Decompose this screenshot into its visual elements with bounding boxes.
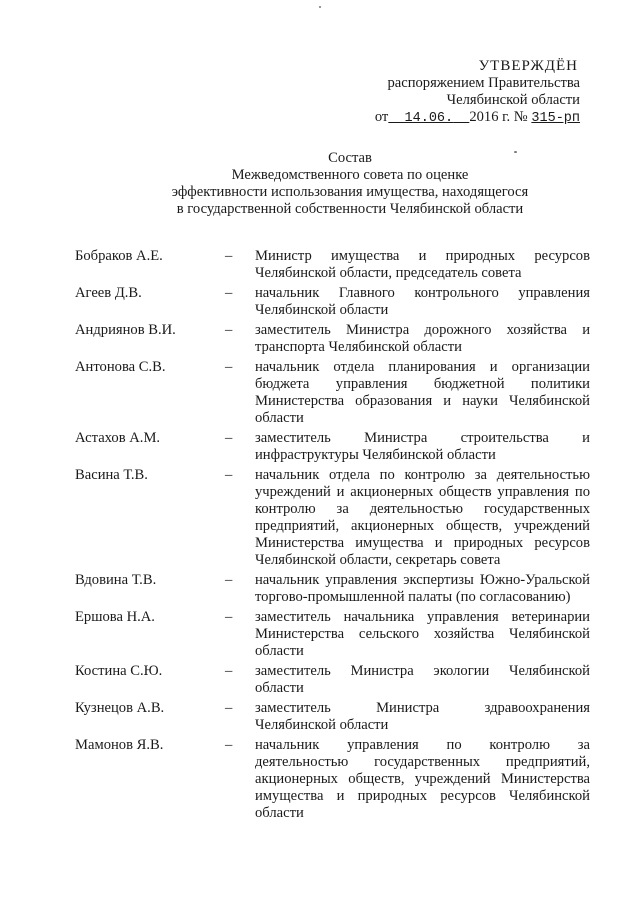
member-dash: – (225, 430, 233, 446)
member-dash: – (225, 322, 233, 338)
member-role: заместитель Министра дорожного хозяйства и транспорта Челябинской области (255, 322, 590, 355)
member-row (75, 700, 590, 734)
member-name: Ершова Н.А. (75, 609, 155, 625)
member-role: начальник Главного контрольного управления Челябинской области (255, 285, 590, 318)
member-row (75, 737, 590, 822)
member-name: Астахов А.М. (75, 430, 161, 446)
title-line-2: Межведомственного совета по оценке (231, 167, 469, 183)
member-dash: – (225, 359, 233, 375)
member-row (75, 430, 590, 464)
member-name: Мамонов Я.В. (75, 737, 164, 753)
member-dash: – (225, 572, 233, 588)
members-list (75, 248, 590, 825)
member-role: заместитель Министра здравоохранения Челябинской области (255, 700, 590, 733)
member-role: начальник управления экспертизы Южно-Уральской торгово-промышленной палаты (по согласованию) (255, 572, 590, 605)
order-number: 315-рп (531, 111, 580, 126)
date-prefix: от (374, 109, 389, 125)
member-name: Агеев Д.В. (75, 285, 142, 301)
member-role: Министр имущества и природных ресурсов Челябинской области, председатель совета (255, 248, 590, 281)
member-role: заместитель начальника управления ветеринарии Министерства сельского хозяйства Челябинской области (255, 609, 590, 659)
member-row (75, 467, 590, 569)
member-role: заместитель Министра экологии Челябинской области (255, 663, 590, 696)
member-name: Костина С.Ю. (75, 663, 163, 679)
title-line-4: в государственной собственности Челябинской области (176, 201, 524, 217)
member-role: начальник управления по контролю за деятельностью государственных предприятий, акционерных обществ, учреждений Министерства имущества и природных ресурсов Челябинской области (255, 737, 590, 821)
member-row (75, 322, 590, 356)
member-role: начальник отдела по контролю за деятельностью учреждений и акционерных обществ управления по контролю за деятельностью государственных предприятий, акционерных обществ, учреждений Министерства имущества и природных ресурсов Челябинской области, секретарь совета (255, 467, 590, 568)
member-name: Кузнецов А.В. (75, 700, 165, 716)
member-role: заместитель Министра строительства и инфраструктуры Челябинской области (255, 430, 590, 463)
approval-line-2: Челябинской области (446, 92, 580, 108)
member-dash: – (225, 663, 233, 679)
member-row (75, 359, 590, 427)
member-name: Васина Т.В. (75, 467, 148, 483)
approval-heading: УТВЕРЖДЁН (478, 58, 578, 74)
title-line-3: эффективности использования имущества, находящегося (171, 184, 529, 200)
approval-date-line (370, 109, 580, 127)
member-dash: – (225, 285, 233, 301)
member-row (75, 285, 590, 319)
approval-line-1: распоряжением Правительства (387, 75, 580, 91)
member-dash: – (225, 737, 233, 753)
member-name: Вдовина Т.В. (75, 572, 157, 588)
member-dash: – (225, 467, 233, 483)
member-dash: – (225, 248, 233, 264)
member-dash: – (225, 609, 233, 625)
member-name: Андриянов В.И. (75, 322, 176, 338)
member-row (75, 572, 590, 606)
title-line-1: Состав (328, 150, 372, 166)
member-role: начальник отдела планирования и организации бюджета управления бюджетной политики Министерства образования и науки Челябинской области (255, 359, 590, 426)
member-name: Антонова С.В. (75, 359, 166, 375)
member-row (75, 248, 590, 282)
document-title (100, 150, 600, 218)
member-name: Бобраков А.Е. (75, 248, 163, 264)
member-row (75, 609, 590, 660)
member-row (75, 663, 590, 697)
date-value: 14.06. (404, 111, 454, 126)
approval-stamp (370, 58, 580, 127)
member-dash: – (225, 700, 233, 716)
year-text: 2016 г. № (469, 109, 528, 125)
